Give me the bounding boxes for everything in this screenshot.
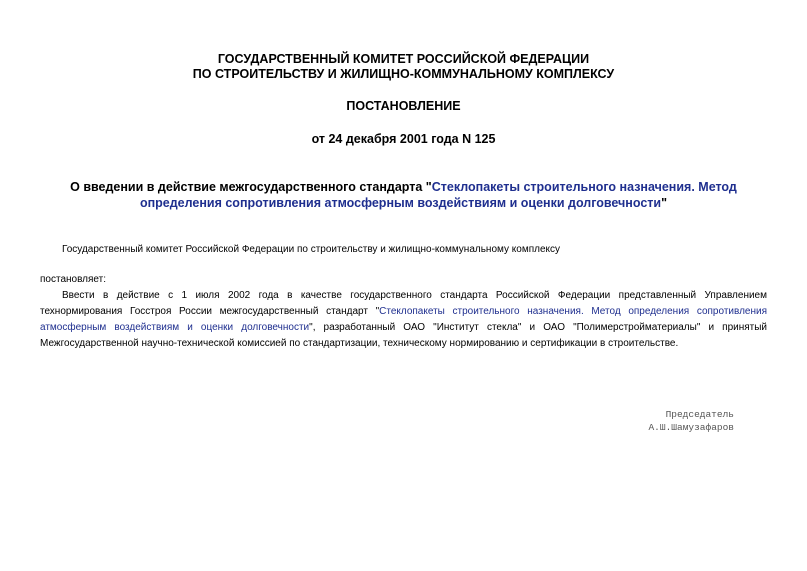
main-paragraph-end: ", разработанный ОАО "Институт стекла" и ОАО "Полимерстройматериалы" и принятый Межгосударственной научно-технической комиссией по стандартизации, техническому нормированию и сертификации в строительстве. <box>40 322 768 349</box>
title-prefix: О введении в действие межгосударственного стандарта " <box>70 180 432 194</box>
intro-paragraph: Государственный комитет Российской Федерации по строительству и жилищно-коммунальному комплексу <box>62 244 561 255</box>
main-paragraph <box>40 288 767 352</box>
main-paragraph-start: Ввести в действие с 1 июля 2002 года в качестве государственного стандарта Российской Федерации представленный Управлением технормирования Госстроя России межгосударственный стандарт " <box>40 290 767 317</box>
resolves-label: постановляет: <box>40 274 107 285</box>
title-standard-link[interactable]: Стеклопакеты строительного назначения. Метод определения сопротивления атмосферным воздействиям и оценки долговечности <box>139 180 737 210</box>
standard-link[interactable]: Стеклопакеты строительного назначения. Метод определения сопротивления атмосферным воздействиям и оценки долговечности <box>40 306 767 333</box>
signature-position: Председатель <box>665 409 734 420</box>
issuer-line-2: ПО СТРОИТЕЛЬСТВУ И ЖИЛИЩНО-КОММУНАЛЬНОМУ КОМПЛЕКСУ <box>192 67 615 81</box>
signature-name: А.Ш.Шамузафаров <box>648 422 734 433</box>
document-type: ПОСТАНОВЛЕНИЕ <box>346 99 461 113</box>
document-title <box>40 179 767 211</box>
issuer-line-1: ГОСУДАРСТВЕННЫЙ КОМИТЕТ РОССИЙСКОЙ ФЕДЕРАЦИИ <box>217 52 590 66</box>
title-suffix: " <box>661 196 668 210</box>
signature-block <box>648 408 734 434</box>
document-date-number: от 24 декабря 2001 года N 125 <box>311 132 496 146</box>
